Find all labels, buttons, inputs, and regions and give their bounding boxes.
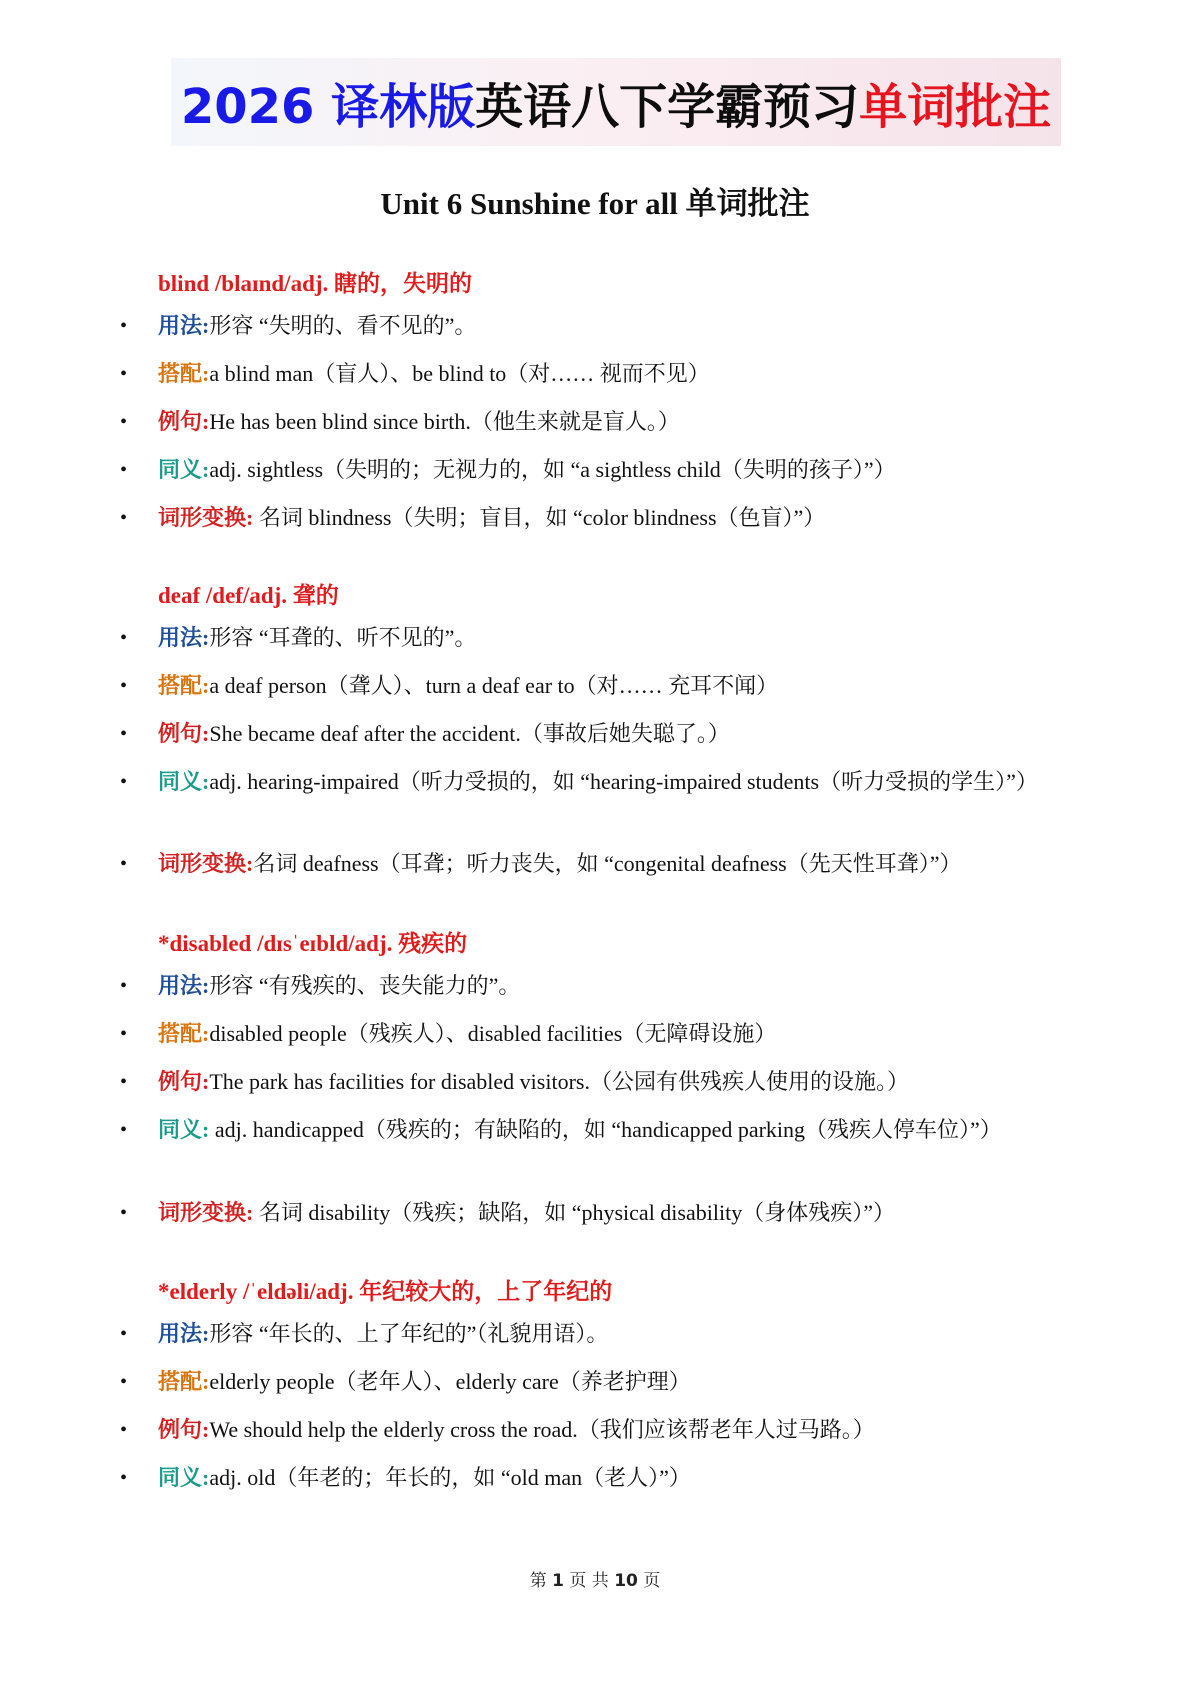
synonym-label: 同义: [158, 1117, 210, 1142]
usage-item [158, 621, 1038, 655]
example-label: 例句: [158, 1417, 210, 1442]
collocation-item [158, 1017, 1038, 1051]
usage-text: 形容 “有残疾的、丧失能力的”。 [209, 973, 521, 998]
synonym-text: adj. old（年老的；年长的，如 “old man（老人）”） [209, 1465, 691, 1490]
wordform-label: 词形变换: [158, 505, 254, 530]
total-page-count: 10 [614, 1571, 638, 1591]
collocation-text: a blind man（盲人）、be blind to（对…… 视而不见） [209, 361, 710, 386]
wordform-label: 词形变换: [158, 851, 254, 876]
example-item [158, 405, 1038, 439]
synonym-item [158, 453, 1038, 487]
wordform-item [158, 847, 1038, 881]
current-page-number: 1 [552, 1571, 564, 1591]
usage-label: 用法: [158, 1321, 210, 1346]
banner-part-subject: 英语八下学霸预习 [475, 78, 860, 135]
collocation-text: elderly people（老年人）、elderly care（养老护理） [209, 1369, 691, 1394]
example-item [158, 1413, 1038, 1447]
synonym-item [158, 765, 1038, 799]
collocation-label: 搭配: [158, 673, 210, 698]
collocation-text: a deaf person（聋人）、turn a deaf ear to（对…… 充耳不闻） [209, 673, 779, 698]
usage-item [158, 309, 1038, 343]
synonym-text: adj. hearing-impaired（听力受损的，如 “hearing-impaired students（听力受损的学生）”） [209, 769, 1038, 794]
synonym-text: adj. handicapped（残疾的；有缺陷的，如 “handicapped parking（残疾人停车位）”） [209, 1117, 1002, 1142]
example-text: The park has facilities for disabled visitors.（公园有供残疾人使用的设施。） [209, 1069, 909, 1094]
synonym-item [158, 1113, 1038, 1147]
example-label: 例句: [158, 1069, 210, 1094]
usage-item [158, 969, 1038, 1003]
example-label: 例句: [158, 409, 210, 434]
footer-prefix: 第 [529, 1571, 547, 1591]
footer-middle: 页 共 [569, 1571, 609, 1591]
synonym-label: 同义: [158, 1465, 210, 1490]
usage-text: 形容 “失明的、看不见的”。 [209, 313, 477, 338]
wordform-label: 词形变换: [158, 1200, 254, 1225]
word-heading: *elderly /ˈeldəli/adj. 年纪较大的，上了年纪的 [158, 1279, 613, 1304]
usage-label: 用法: [158, 973, 210, 998]
example-item [158, 1065, 1038, 1099]
header-banner [171, 58, 1061, 146]
collocation-item [158, 1365, 1038, 1399]
usage-label: 用法: [158, 313, 210, 338]
banner-part-edition: 2026 译林版 [180, 78, 476, 135]
wordform-text: 名词 deafness（耳聋；听力丧失，如 “congenital deafness（先天性耳聋）”） [253, 851, 962, 876]
collocation-item [158, 357, 1038, 391]
usage-text: 形容 “年长的、上了年纪的”（礼貌用语）。 [209, 1321, 609, 1346]
wordform-item [158, 1196, 1038, 1230]
example-text: She became deaf after the accident.（事故后她失聪了。） [209, 721, 730, 746]
example-text: We should help the elderly cross the road.（我们应该帮老年人过马路。） [209, 1417, 875, 1442]
word-heading: deaf /def/adj. 聋的 [158, 583, 339, 608]
collocation-label: 搭配: [158, 1021, 210, 1046]
example-item [158, 717, 1038, 751]
usage-text: 形容 “耳聋的、听不见的”。 [209, 625, 477, 650]
collocation-item [158, 669, 1038, 703]
collocation-label: 搭配: [158, 361, 210, 386]
collocation-label: 搭配: [158, 1369, 210, 1394]
usage-label: 用法: [158, 625, 210, 650]
footer-suffix: 页 [643, 1571, 661, 1591]
wordform-text: 名词 blindness（失明；盲目，如 “color blindness（色盲）”） [253, 505, 826, 530]
example-text: He has been blind since birth.（他生来就是盲人。） [209, 409, 680, 434]
page-footer [0, 1566, 1190, 1591]
document-title: Unit 6 Sunshine for all 单词批注 [380, 186, 810, 221]
banner-title [181, 68, 1051, 137]
synonym-text: adj. sightless（失明的；无视力的，如 “a sightless child（失明的孩子）”） [209, 457, 896, 482]
example-label: 例句: [158, 721, 210, 746]
synonym-item [158, 1461, 1038, 1495]
usage-item [158, 1317, 1038, 1351]
collocation-text: disabled people（残疾人）、disabled facilities（无障碍设施） [209, 1021, 777, 1046]
wordform-text: 名词 disability（残疾；缺陷，如 “physical disability（身体残疾）”） [253, 1200, 895, 1225]
synonym-label: 同义: [158, 769, 210, 794]
banner-part-topic: 单词批注 [859, 78, 1052, 135]
word-heading: *disabled /dɪsˈeɪbld/adj. 残疾的 [158, 931, 468, 956]
word-heading: blind /blaɪnd/adj. 瞎的，失明的 [158, 271, 473, 296]
synonym-label: 同义: [158, 457, 210, 482]
wordform-item [158, 501, 1038, 535]
